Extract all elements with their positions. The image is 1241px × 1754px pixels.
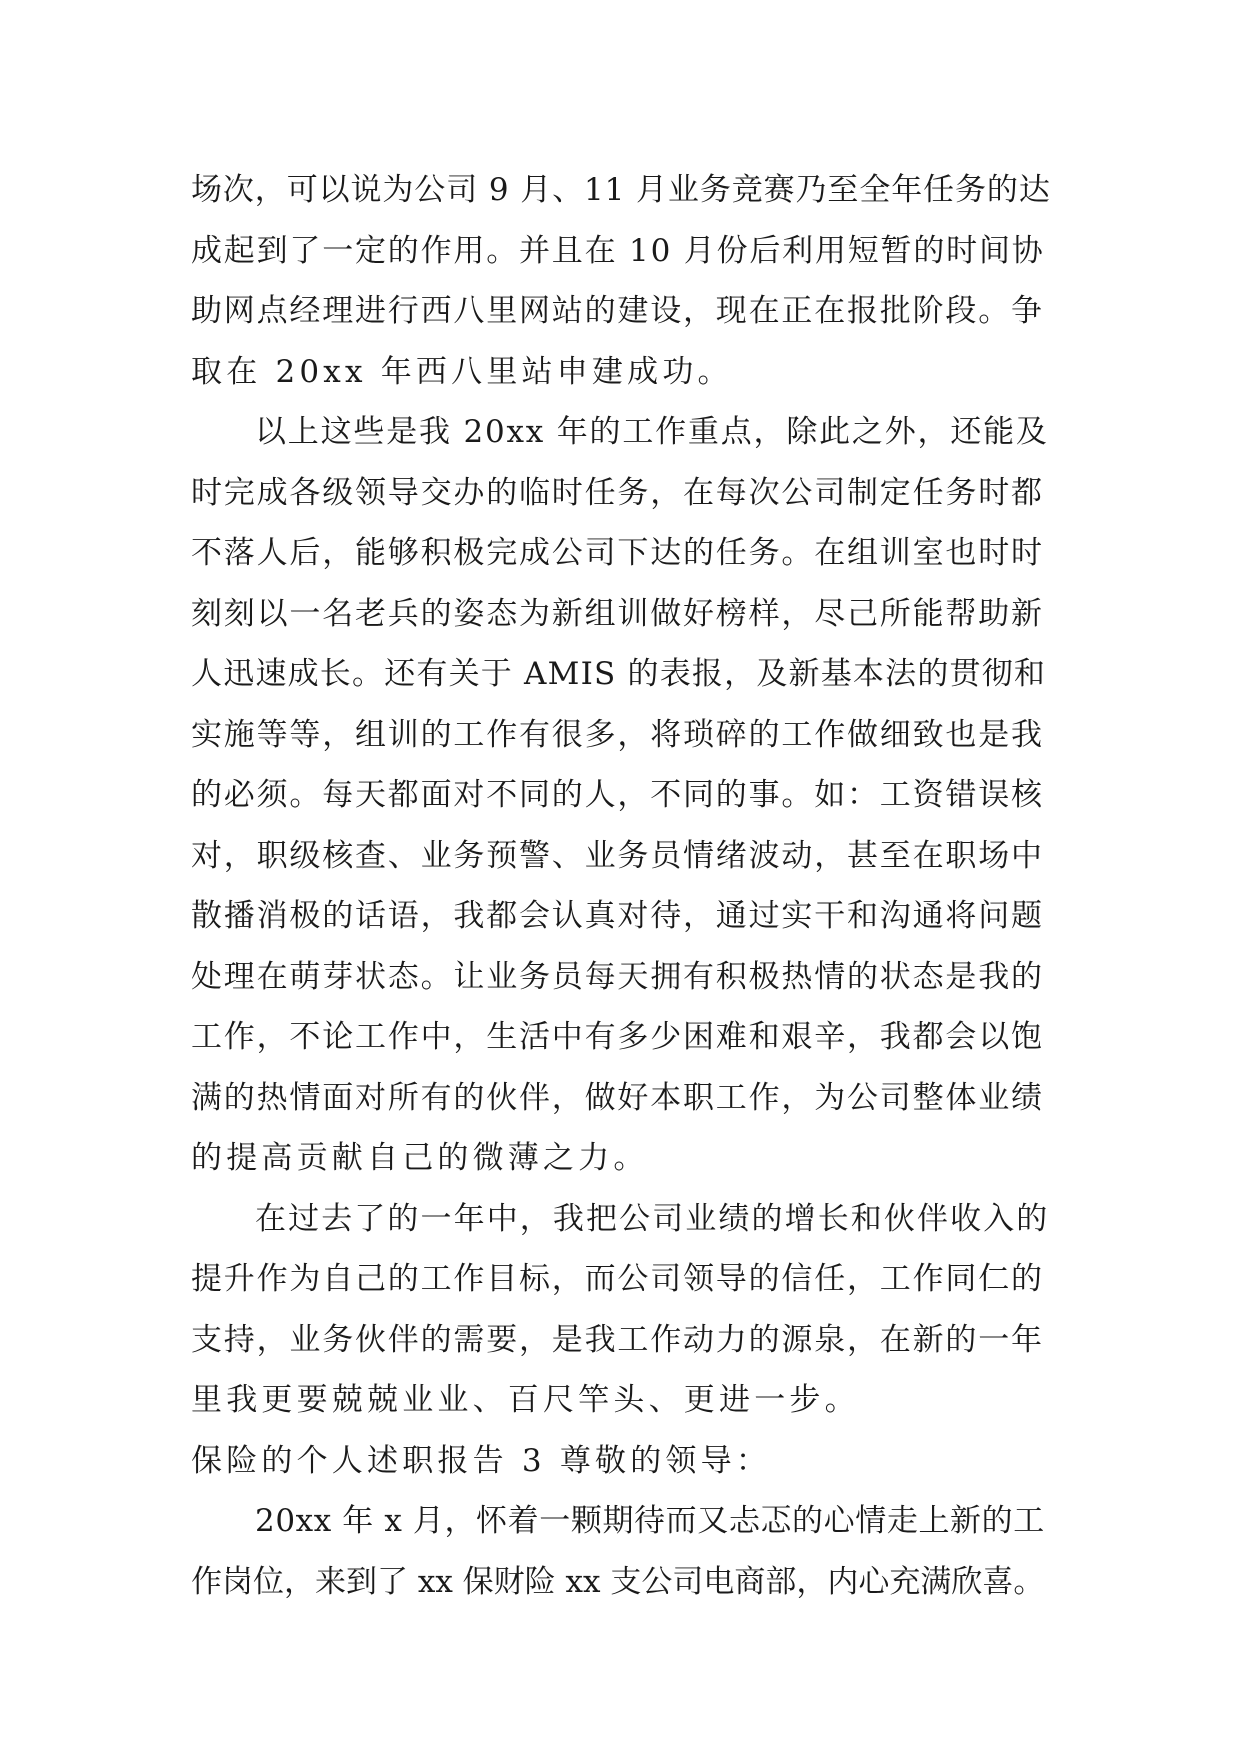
text-line: 对，职级核查、业务预警、业务员情绪波动，甚至在职场中 (191, 837, 1044, 874)
text-line: 助网点经理进行西八里网站的建设，现在正在报批阶段。争 (191, 293, 1044, 329)
paragraph-first-line: 20xx 年 x 月，怀着一颗期待而又忐忑的心情走上新的工 (255, 1503, 1045, 1539)
document-body (191, 160, 1051, 1612)
text-line: 场次，可以说为公司 9 月、11 月业务竞赛乃至全年任务的达 (191, 172, 1051, 208)
text-line: 刻刻以一名老兵的姿态为新组训做好榜样，尽己所能帮助新 (191, 595, 1044, 632)
text-line: 工作，不论工作中，生活中有多少困难和艰辛，我都会以饱 (191, 1019, 1044, 1055)
text-line: 满的热情面对所有的伙伴，做好本职工作，为公司整体业绩 (191, 1079, 1044, 1116)
text-line: 不落人后，能够积极完成公司下达的任务。在组训室也时时 (191, 535, 1044, 571)
paragraph-first-line: 以上这些是我 20xx 年的工作重点，除此之外，还能及 (255, 414, 1049, 450)
paragraph-first-line: 在过去了的一年中，我把公司业绩的增长和伙伴收入的 (255, 1200, 1050, 1237)
section-heading: 保险的个人述职报告 3 尊敬的领导： (191, 1442, 772, 1479)
text-line: 的提高贡献自己的微薄之力。 (191, 1140, 649, 1176)
text-line: 取在 20xx 年西八里站申建成功。 (191, 353, 733, 390)
text-line: 作岗位，来到了 xx 保财险 xx 支公司电商部，内心充满欣喜。 (191, 1563, 1045, 1600)
text-line: 提升作为自己的工作目标，而公司领导的信任，工作同仁的 (191, 1261, 1044, 1297)
text-line: 支持，业务伙伴的需要，是我工作动力的源泉，在新的一年 (191, 1321, 1044, 1358)
text-line: 实施等等，组训的工作有很多，将琐碎的工作做细致也是我 (191, 716, 1044, 753)
text-line: 散播消极的话语，我都会认真对待，通过实干和沟通将问题 (191, 898, 1044, 934)
text-line: 时完成各级领导交办的临时任务，在每次公司制定任务时都 (191, 474, 1044, 511)
text-line: 的必须。每天都面对不同的人，不同的事。如：工资错误核 (191, 777, 1044, 813)
text-line: 处理在萌芽状态。让业务员每天拥有积极热情的状态是我的 (191, 958, 1044, 995)
text-line: 里我更要兢兢业业、百尺竿头、更进一步。 (191, 1382, 860, 1418)
text-line: 成起到了一定的作用。并且在 10 月份后利用短暂的时间协 (191, 232, 1045, 269)
text-line: 人迅速成长。还有关于 AMIS 的表报，及新基本法的贯彻和 (191, 656, 1047, 692)
